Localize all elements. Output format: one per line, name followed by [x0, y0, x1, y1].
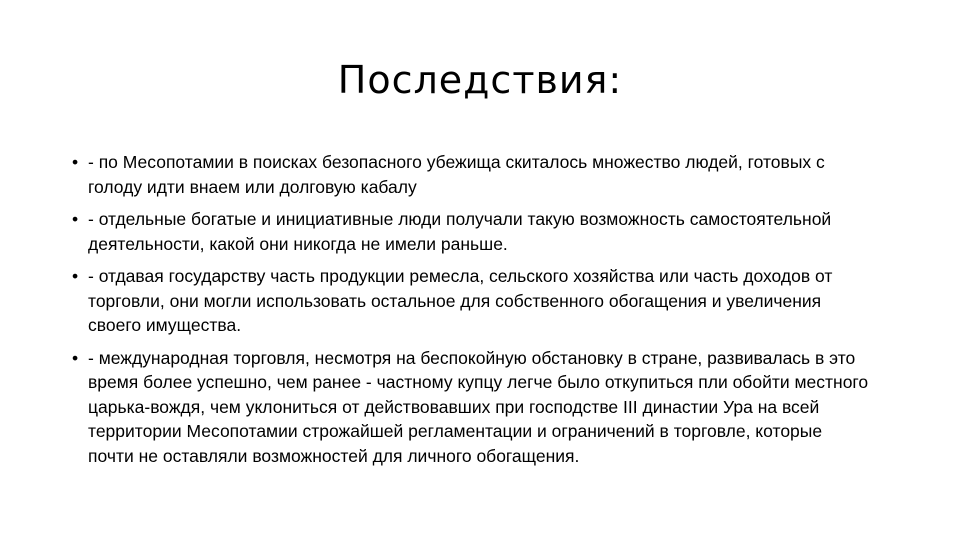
- bullet-text: - международная торговля, несмотря на беспокойную обстановку в стране, развивалась в это время более успешно, чем ранее - частному купцу легче было откупиться пли обойти местного царька-вождя, чем уклониться от действовавших при господстве III династии Ура на всей территории Месопотамии строжайшей регламентации и ограничений в торговле, которые почти не оставляли возможностей для личного обогащения.: [88, 347, 869, 466]
- bullet-text: - отдельные богатые и инициативные люди получали такую возможность самостоятельной деятельности, какой они никогда не имели раньше.: [88, 209, 832, 254]
- bullet-icon: •: [72, 347, 79, 368]
- bullet-list: [72, 150, 872, 476]
- bullet-icon: •: [72, 152, 79, 172]
- list-item: [72, 346, 872, 469]
- bullet-text: - отдавая государству часть продукции ремесла, сельского хозяйства или часть доходов от торговли, они могли использовать остальное для собственного обогащения и увеличения своего имущества.: [88, 266, 833, 335]
- list-item: [72, 150, 872, 199]
- bullet-text: - по Месопотамии в поисках безопасного убежища скиталось множество людей, готовых с голоду идти внаем или долговую кабалу: [88, 152, 825, 197]
- list-item: [72, 207, 872, 256]
- slide-title: Последствия:: [337, 58, 623, 102]
- bullet-icon: •: [72, 209, 79, 229]
- bullet-icon: •: [72, 266, 79, 286]
- list-item: [72, 264, 872, 338]
